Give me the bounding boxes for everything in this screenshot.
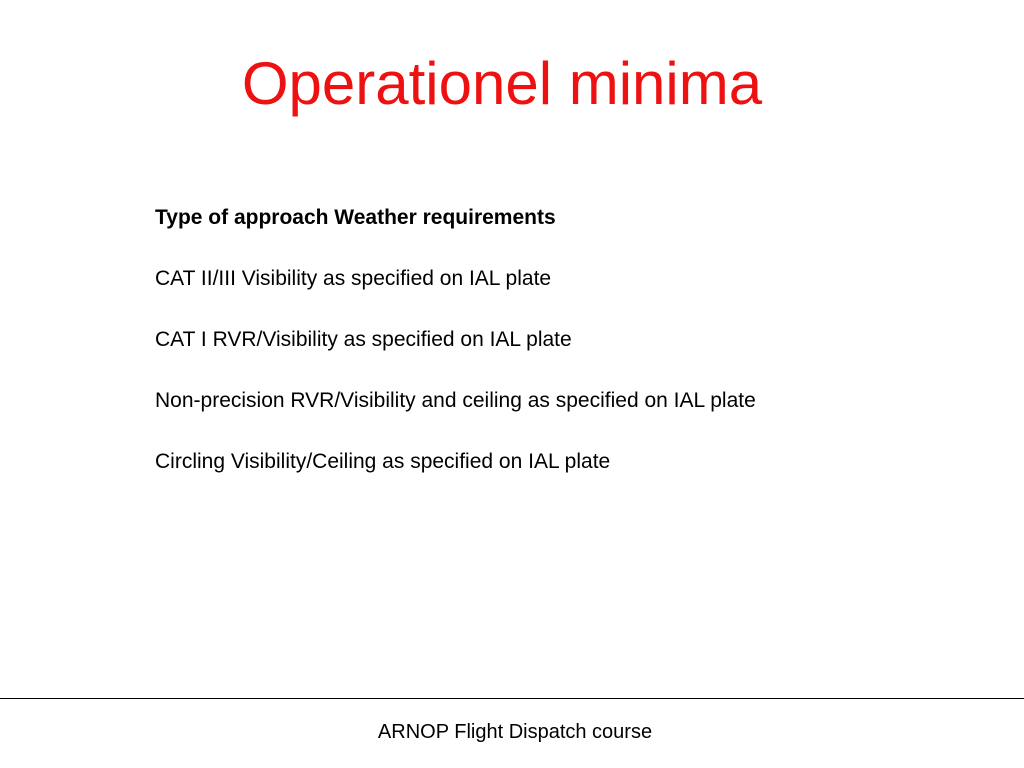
approach-row-non-precision: Non-precision RVR/Visibility and ceiling as specified on IAL plate (155, 389, 756, 412)
approach-row-cat-i: CAT I RVR/Visibility as specified on IAL plate (155, 328, 572, 351)
slide-content (155, 205, 995, 510)
footer-text: ARNOP Flight Dispatch course (377, 721, 653, 743)
slide-title: Operationel minima (241, 50, 763, 117)
approach-row-cat-ii-iii: CAT II/III Visibility as specified on IAL plate (155, 267, 552, 290)
footer-divider (0, 698, 1024, 699)
approach-row-circling: Circling Visibility/Ceiling as specified on IAL plate (155, 450, 611, 473)
table-heading: Type of approach Weather requirements (155, 206, 556, 229)
